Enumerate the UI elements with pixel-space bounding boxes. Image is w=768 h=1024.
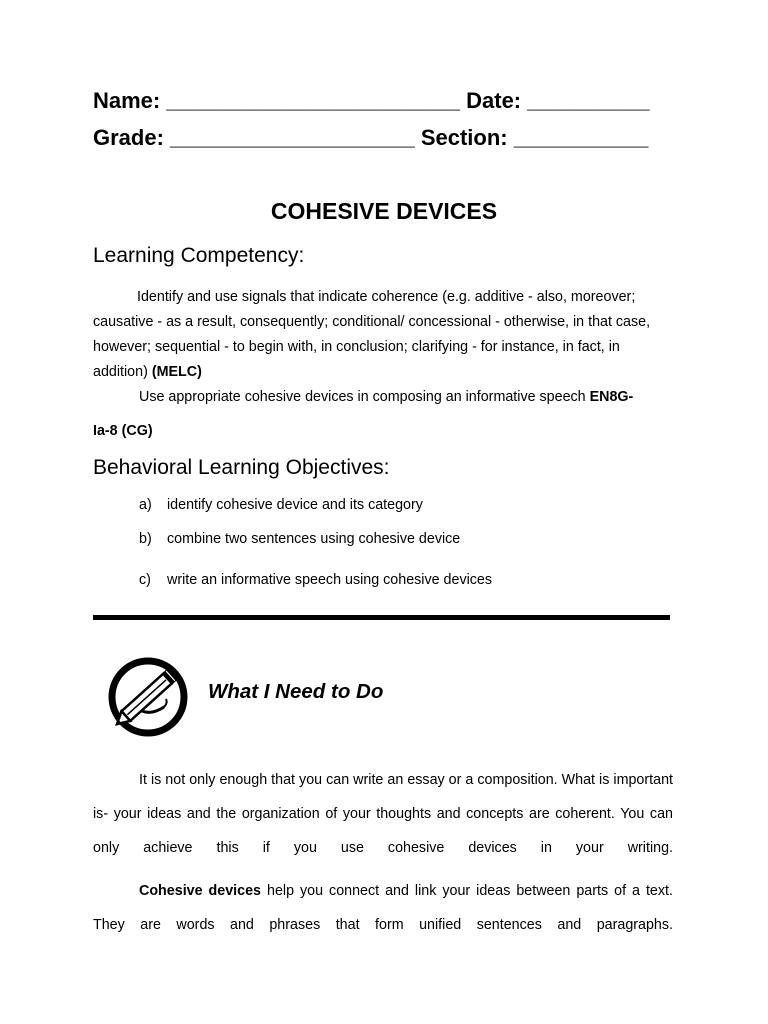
pencil-icon xyxy=(106,655,190,739)
grade-section-line: Grade: ____________________ Section: ___________ xyxy=(93,125,649,150)
objective-item xyxy=(139,497,423,513)
cohesive-devices-paragraph xyxy=(93,874,673,942)
objective-label: a) xyxy=(139,497,152,513)
name-date-line: Name: ________________________ Date: __________ xyxy=(93,88,650,113)
cohesive-devices-definition: help you connect and link your ideas between parts of a text. They are words and phrases that form unified sentences and paragraphs. xyxy=(93,883,673,933)
objective-text: identify cohesive device and its category xyxy=(167,497,423,513)
cg-tag-part-a: EN8G- xyxy=(589,389,634,405)
competency-heading: Learning Competency: xyxy=(93,244,305,267)
competency-paragraph-1 xyxy=(93,285,673,385)
section-divider xyxy=(93,615,670,620)
cohesive-devices-term: Cohesive devices xyxy=(139,883,262,899)
competency-text-2: Use appropriate cohesive devices in composing an informative speech xyxy=(139,389,586,405)
cg-tag-part-b: Ia-8 (CG) xyxy=(93,423,153,439)
what-i-need-heading: What I Need to Do xyxy=(208,680,384,703)
competency-text-1: Identify and use signals that indicate coherence (e.g. additive - also, moreover; causative - as a result, consequently; conditional/ concessional - otherwise, in that case, however; sequential - to begin with, in conclusion; clarifying - for instance, in fact, in addition) xyxy=(93,289,651,380)
objective-text: combine two sentences using cohesive device xyxy=(167,531,461,547)
intro-paragraph: It is not only enough that you can write an essay or a composition. What is important is- your ideas and the organization of your thoughts and concepts are coherent. You can only achieve this if you use cohesive devices in your writing. xyxy=(93,772,673,856)
cg-tag-line xyxy=(93,419,153,444)
melc-tag: (MELC) xyxy=(151,364,202,380)
objective-item xyxy=(139,531,460,547)
objective-label: b) xyxy=(139,531,152,547)
objective-label: c) xyxy=(139,572,151,588)
objectives-heading: Behavioral Learning Objectives: xyxy=(93,456,390,479)
page-title: COHESIVE DEVICES xyxy=(270,198,498,224)
competency-paragraph-2 xyxy=(139,385,679,410)
objective-item xyxy=(139,572,492,588)
objective-text: write an informative speech using cohesive devices xyxy=(167,572,493,588)
